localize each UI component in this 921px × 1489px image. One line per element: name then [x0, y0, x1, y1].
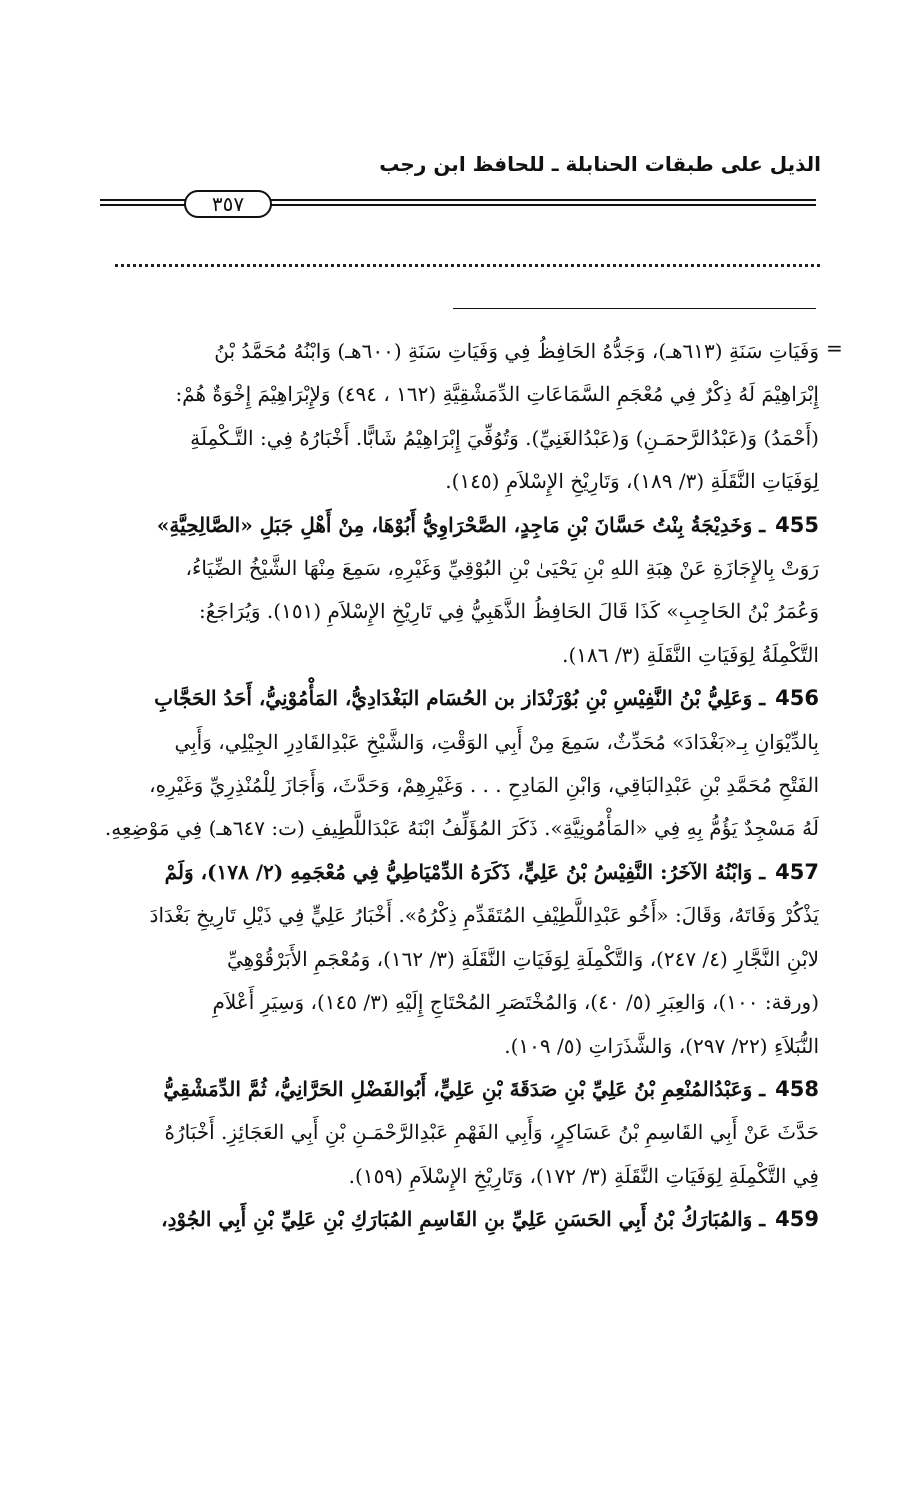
footnote-line: لَهُ مَسْجِدٌ يَؤُمُّ بِهِ فِي «المَأْمُونِيَّةِ». ذَكَرَ المُؤَلِّفُ ابْنَهُ عَبْدَاللَّطِيفِ (ت: ٦٤٧هـ) فِي مَوْضِعِهِ.: [104, 816, 819, 841]
header-rule: [100, 190, 816, 216]
footnote-line: يَذْكُرْ وَفَاتَهُ، وَقَالَ: «أَخُو عَبْدِاللَّطِيْفِ المُتَقَدِّمِ ذِكْرُهُ». أَخْبَارُ عَلِيٍّ فِي ذَيْلِ تَارِيخِ بَغْدَادَ: [149, 903, 819, 928]
entry-number: 458: [775, 1076, 819, 1101]
footnote-line: لابْنِ النَّجَّارِ (٤/ ٢٤٧)، وَالتَّكْمِلَةِ لِوَفَيَاتِ النَّقَلَةِ (٣/ ١٦٢)، وَمُعْجَمِ الأَبَرْقُوْهِيِّ: [226, 946, 819, 971]
footnote-line: (ورقة: ١٠٠)، وَالعِبَرِ (٥/ ٤٠)، وَالمُخْتَصَرِ المُحْتَاجِ إِلَيْهِ (٣/ ١٤٥)، وَسِيَرِ أَعْلاَمِ: [212, 990, 819, 1015]
footnote-line: رَوَتْ بِالإِجَازَةِ عَنْ هِبَةِ اللهِ بْنِ يَحْيَىٰ بْنِ البُوْقِيِّ وَغَيْرِهِ، سَمِعَ مِنْهَا الشَّيْخُ الضِّيَاءُ،: [185, 556, 819, 581]
footnote-entry-458-first-line: [94, 1068, 819, 1111]
entry-number: 456: [775, 686, 819, 711]
footnote-entry-459-first-line: [94, 1198, 819, 1241]
footnote-line: بِالدِّيْوَانِ بِـ«بَغْدَادَ» مُحَدِّثٌ، سَمِعَ مِنْ أَبِي الوَقْتِ، وَالشَّيْخِ عَبْدِالقَادِرِ الجِيْلِي، وَأَبِي: [174, 729, 819, 754]
footnote-line: حَدَّثَ عَنْ أَبِي القَاسِمِ بْنُ عَسَاكِرٍ، وَأَبِي الفَهْمِ عَبْدِالرَّحْمَـنِ بْنِ أَبِي العَجَائِزِ. أَخْبَارُهُ: [164, 1120, 819, 1145]
footnote-line: النُّبَلاَءِ (٢٢/ ٢٩٧)، وَالشَّذَرَاتِ (٥/ ١٠٩).: [504, 1033, 819, 1058]
footnote-line: فِي التَّكْمِلَةِ لِوَفَيَاتِ النَّقَلَةِ (٣/ ١٧٢)، وَتَارِيْخِ الإِسْلاَمِ (١٥٩).: [348, 1163, 819, 1188]
dotted-separator: [115, 264, 820, 267]
entry-number: 455: [775, 512, 819, 537]
page-number: ٣٥٧: [184, 190, 272, 218]
footnotes-block: [94, 330, 819, 1242]
entry-text: ـ وَابْنُهُ الآخَرُ: النَّفِيْسُ بْنُ عَلِيٍّ، ذَكَرَهُ الدِّمْيَاطِيُّ فِي مُعْجَمِهِ (٢/ ١٧٨)، وَلَمْ: [164, 859, 766, 884]
footnote-entry-457-first-line: [94, 851, 819, 894]
footnote-entry-455-first-line: [94, 504, 819, 547]
footnote-line: وَفَيَاتِ سَنَةِ (٦١٣هـ)، وَجَدُّهُ الحَافِظُ فِي وَفَيَاتِ سَنَةِ (٦٠٠هـ) وَابْنُهُ مُحَمَّدُ بْنُ: [214, 339, 819, 363]
entry-number: 459: [775, 1207, 819, 1232]
footnote-line: لِوَفَيَاتِ النَّقَلَةِ (٣/ ١٨٩)، وَتَارِيْخِ الإِسْلاَمِ (١٤٥).: [445, 469, 819, 494]
footnote-line: الفَتْحِ مُحَمَّدِ بْنِ عَبْدِالبَاقِي، وَابْنِ المَادِحِ . . . وَغَيْرِهِمْ، وَحَدَّثَ، وَأَجَازَ لِلْمُنْذِرِيِّ وَغَيْرِهِ،: [149, 773, 819, 798]
footnote-line: وَعُمَرُ بْنُ الحَاجِبِ» كَذَا قَالَ الحَافِظُ الذَّهَبِيُّ فِي تَارِيْخِ الإِسْلاَمِ (١٥١). وَيُرَاجَعُ:: [198, 599, 819, 624]
entry-text: ـ وَخَدِيْجَةُ بِنْتُ حَسَّانَ بْنِ مَاجِدٍ، الصَّحْرَاوِيُّ أَبُوْهَا، مِنْ أَهْلِ جَبَلِ «الصَّالِحِيَّةِ»: [156, 512, 766, 537]
entry-text: ـ وَعَبْدُالمُنْعِمِ بْنُ عَلِيِّ بْنِ صَدَقَةَ بْنِ عَلِيٍّ، أَبُوالفَضْلِ الحَرَّانِيُّ، ثُمَّ الدِّمَشْقِيُّ: [163, 1076, 766, 1101]
entry-text: ـ وَالمُبَارَكُ بْنُ أَبِي الحَسَنِ عَلِيِّ بنِ القَاسِمِ المُبَارَكِ بْنِ عَلِيِّ بْنِ أَبِي الجُوْدِ،: [161, 1207, 766, 1232]
footnote-entry-456-first-line: [94, 677, 819, 720]
footnote-line: إِبْرَاهِيْمَ لَهُ ذِكْرٌ فِي مُعْجَمِ السَّمَاعَاتِ الدِّمَشْقِيَّةِ (١٦٢ ، ٤٩٤) وَلإِبْرَاهِيْمَ إِخْوَةٌ هُمْ:: [175, 382, 819, 407]
running-title: الذيل على طبقات الحنابلة ـ للحافظ ابن رجب: [379, 152, 821, 176]
continuation-mark: =: [826, 336, 843, 360]
footnote-line: (أَحْمَدُ) وَ(عَبْدُالرَّحمَـنِ) وَ(عَبْدُالغَنِيِّ). وَتُوُفِّيَ إِبْرَاهِيْمُ شَابًّا. أَخْبَارُهُ فِي: التَّـكْمِلَةِ: [190, 425, 819, 450]
footnote-line: التَّكْمِلَةُ لِوَفَيَاتِ النَّقَلَةِ (٣/ ١٨٦).: [562, 642, 819, 667]
entry-text: ـ وَعَلِيُّ بْنُ النَّفِيْسِ بْنِ بُوْرَنْدَاز بن الحُسَام البَغْدَادِيُّ، المَأْمُوْنِيُّ، أَحَدُ الحَجَّابِ: [154, 686, 766, 711]
entry-number: 457: [775, 859, 819, 884]
footnote-separator: [453, 308, 816, 309]
